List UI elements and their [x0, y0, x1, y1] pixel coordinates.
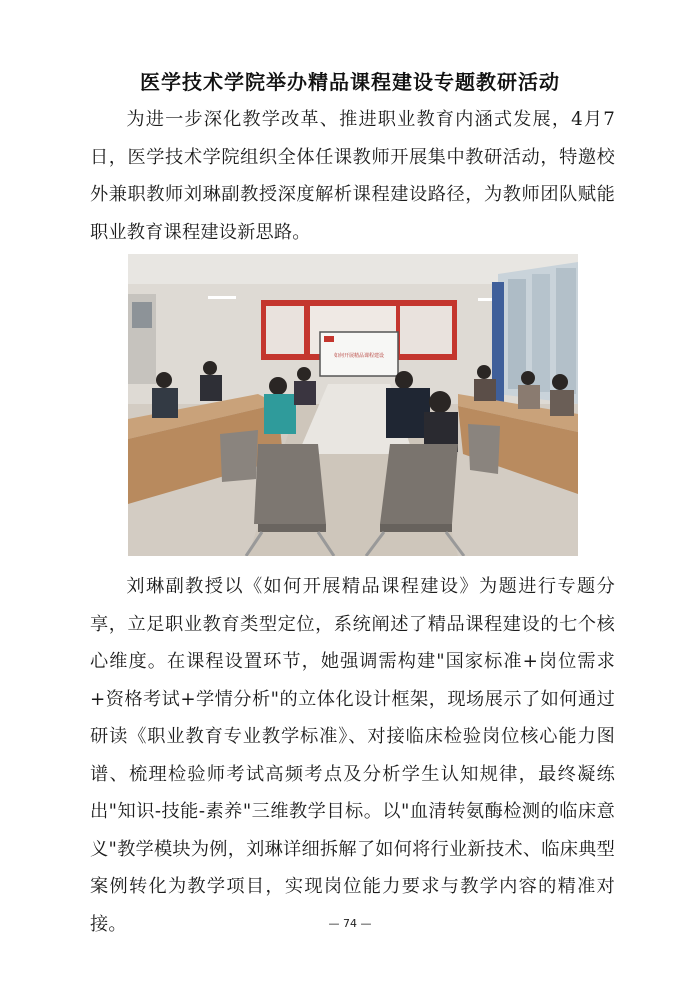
page-title: 医学技术学院举办精品课程建设专题教研活动: [140, 70, 560, 94]
projector-screen-text: 如何开展精品课程建设: [333, 353, 385, 359]
body-paragraph: 刘琳副教授以《如何开展精品课程建设》为题进行专题分享，立足职业教育类型定位，系统阐述了精品课程建设的七个核心维度。在课程设置环节，她强调需构建"国家标准+岗位需求+资格考试+学情分析"的立体化设计框架，现场展示了如何通过研读《职业教育专业教学标准》、对接临床检验岗位核心能力图谱、梳理检验师考试高频考点及分析学生认知规律，最终凝练出"知识-技能-素养"三维教学目标。以"血清转氨酶检测的临床意义"教学模块为例，刘琳详细拆解了如何将行业新技术、临床典型案例转化为教学项目，实现岗位能力要求与教学内容的精准对接。: [90, 576, 615, 935]
page-number: — 74 —: [328, 917, 372, 930]
meeting-photo: [128, 254, 578, 556]
body-paragraph: 为进一步深化教学改革、推进职业教育内涵式发展，4月7日，医学技术学院组织全体任课教师开展集中教研活动，特邀校外兼职教师刘琳副教授深度解析课程建设路径，为教师团队赋能职业教育课程建设新思路。: [90, 109, 615, 243]
